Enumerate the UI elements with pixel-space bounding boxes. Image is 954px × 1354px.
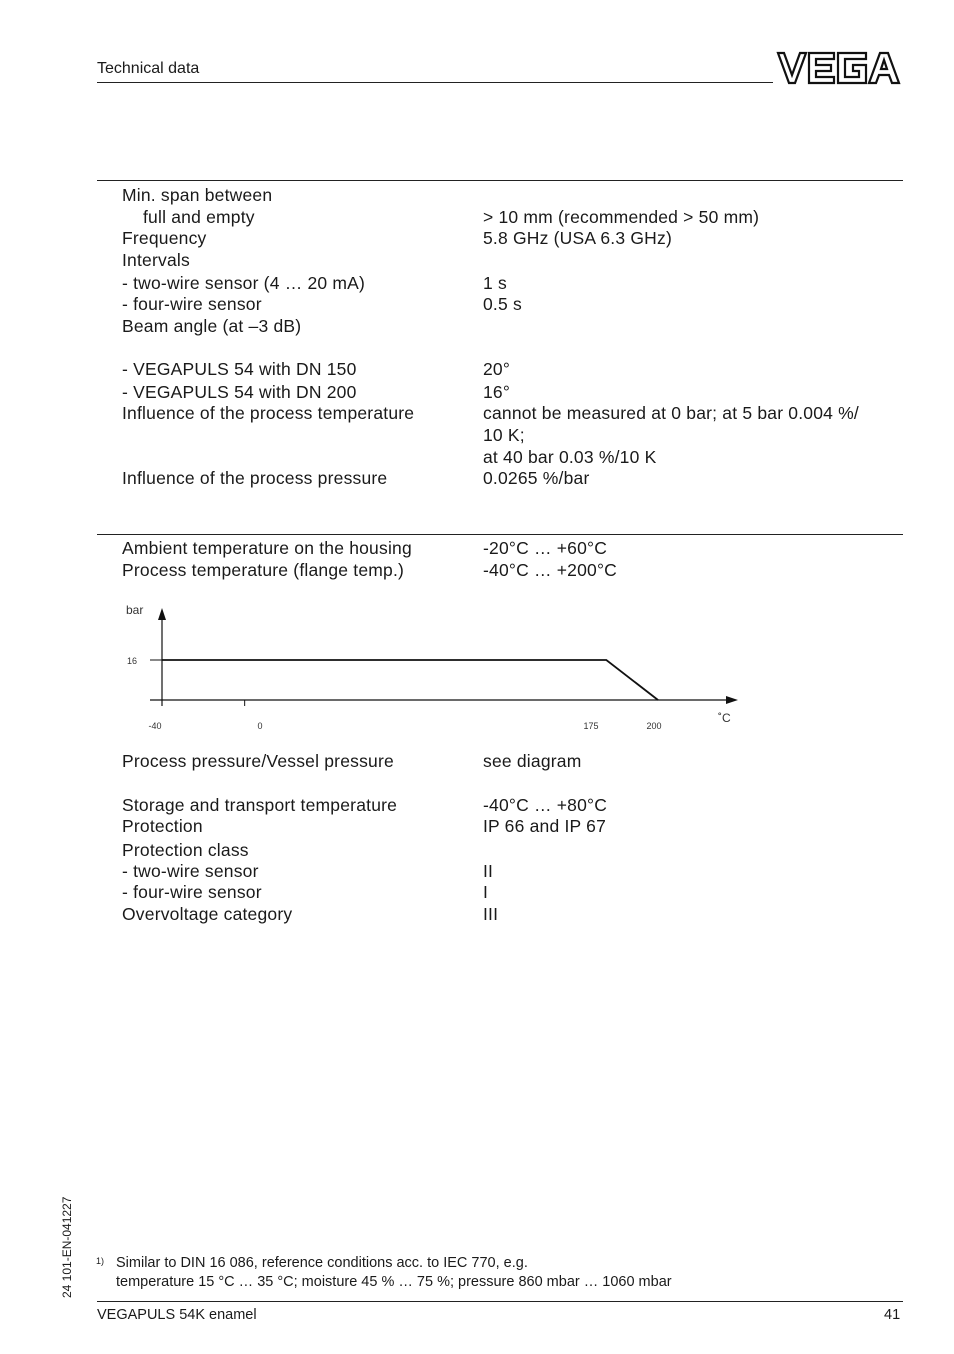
spec-value: -40°C … +200°C — [483, 560, 618, 580]
spec-row — [0, 795, 954, 817]
spec-value: III — [483, 904, 499, 924]
footer-product: VEGAPULS 54K enamel — [97, 1307, 257, 1323]
y-tick-label: 16 — [127, 656, 138, 666]
spec-row — [0, 382, 954, 404]
footnote-line-1: Similar to DIN 16 086, reference conditions acc. to IEC 770, e.g. — [116, 1255, 528, 1271]
spec-row — [0, 447, 954, 469]
spec-label: - two-wire sensor — [122, 861, 259, 881]
spec-label: full and empty — [143, 207, 255, 227]
footnote-marker: 1) — [96, 1256, 105, 1266]
spec-row — [0, 816, 954, 838]
spec-value: 10 K; — [483, 425, 525, 445]
spec-row — [0, 403, 954, 425]
spec-label: Frequency — [122, 228, 207, 248]
spec-label: Protection — [122, 816, 203, 836]
series-line — [162, 660, 658, 700]
spec-row — [0, 316, 954, 338]
section-rule-1 — [97, 180, 903, 181]
spec-label: - four-wire sensor — [122, 294, 262, 314]
spec-row — [0, 560, 954, 582]
spec-row — [0, 468, 954, 490]
spec-label: Storage and transport temperature — [122, 795, 398, 815]
spec-row — [0, 425, 954, 447]
x-tick-label: 175 — [583, 721, 599, 731]
spec-value: 1 s — [483, 273, 507, 293]
spec-label: - four-wire sensor — [122, 882, 262, 902]
spec-value: see diagram — [483, 751, 582, 771]
spec-value: I — [483, 882, 489, 902]
spec-label: Ambient temperature on the housing — [122, 538, 412, 558]
spec-value: 0.5 s — [483, 294, 522, 314]
spec-value: 0.0265 %/bar — [483, 468, 590, 488]
section-rule-2 — [97, 534, 903, 535]
spec-label: - VEGAPULS 54 with DN 150 — [122, 359, 357, 379]
spec-label: Influence of the process temperature — [122, 403, 415, 423]
spec-label: - VEGAPULS 54 with DN 200 — [122, 382, 357, 402]
footer-rule — [97, 1301, 903, 1302]
spec-label: Overvoltage category — [122, 904, 293, 924]
document-code: 24 101-EN-041227 — [60, 1196, 74, 1298]
spec-row — [0, 882, 954, 904]
x-tick-label: 200 — [646, 721, 662, 731]
x-tick-label: -40 — [148, 721, 162, 731]
page-header-title: Technical data — [97, 60, 200, 77]
spec-row — [0, 250, 954, 272]
spec-label: Process temperature (flange temp.) — [122, 560, 405, 580]
spec-label: Influence of the process pressure — [122, 468, 388, 488]
spec-row — [0, 185, 954, 207]
spec-row — [0, 294, 954, 316]
spec-row — [0, 359, 954, 381]
y-axis-label: bar — [126, 603, 144, 617]
spec-value: > 10 mm (recommended > 50 mm) — [483, 207, 760, 227]
vega-logo — [776, 50, 902, 86]
pressure-temperature-chart — [120, 596, 760, 746]
spec-row — [0, 840, 954, 862]
x-axis-arrow — [726, 696, 738, 704]
spec-label: Min. span between — [122, 185, 273, 205]
x-axis-label: ˚C — [718, 711, 731, 725]
y-axis-arrow — [158, 608, 166, 620]
footnote-line-2: temperature 15 °C … 35 °C; moisture 45 % … 75 %; pressure 860 mbar … 1060 mbar — [116, 1274, 672, 1290]
spec-label: Process pressure/Vessel pressure — [122, 751, 394, 771]
spec-row — [0, 273, 954, 295]
x-tick-label: 0 — [257, 721, 263, 731]
spec-value: 16° — [483, 382, 511, 402]
spec-value: 20° — [483, 359, 511, 379]
spec-row — [0, 207, 954, 229]
spec-value: II — [483, 861, 494, 881]
spec-row — [0, 228, 954, 250]
spec-value: at 40 bar 0.03 %/10 K — [483, 447, 657, 467]
spec-label: Beam angle (at –3 dB) — [122, 316, 302, 336]
spec-row — [0, 904, 954, 926]
spec-row — [0, 538, 954, 560]
spec-value: IP 66 and IP 67 — [483, 816, 607, 836]
spec-label: Protection class — [122, 840, 249, 860]
spec-value: -20°C … +60°C — [483, 538, 608, 558]
spec-row — [0, 751, 954, 773]
spec-label: - two-wire sensor (4 … 20 mA) — [122, 273, 366, 293]
spec-value: 5.8 GHz (USA 6.3 GHz) — [483, 228, 672, 248]
footer-page-number: 41 — [884, 1307, 901, 1323]
spec-row — [0, 861, 954, 883]
spec-value: -40°C … +80°C — [483, 795, 608, 815]
spec-label: Intervals — [122, 250, 190, 270]
header-rule — [97, 82, 773, 83]
spec-value: cannot be measured at 0 bar; at 5 bar 0.004 %/ — [483, 403, 859, 423]
